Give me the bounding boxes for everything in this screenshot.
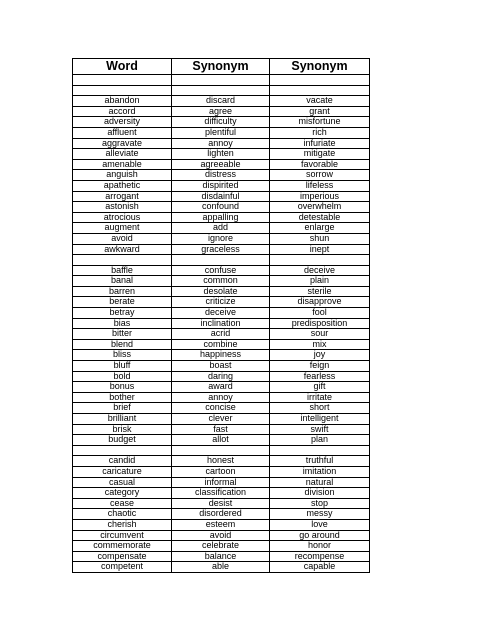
synonym-1-cell: balance [172, 551, 270, 562]
synonym-2-cell: inept [270, 244, 370, 255]
synonym-2-cell: gift [270, 382, 370, 393]
synonym-1-cell: combine [172, 339, 270, 350]
synonym-1-cell: desist [172, 498, 270, 509]
synonym-2-cell: vacate [270, 96, 370, 107]
synonym-1-cell: criticize [172, 297, 270, 308]
table-row [73, 85, 370, 96]
table-row [73, 159, 370, 170]
header-synonym-1: Synonym [172, 59, 270, 75]
synonym-1-cell: deceive [172, 308, 270, 319]
synonym-2-cell [270, 85, 370, 96]
word-cell: candid [73, 456, 172, 467]
table-row [73, 403, 370, 414]
synonym-1-cell: avoid [172, 530, 270, 541]
synonym-1-cell: lighten [172, 149, 270, 160]
table-row [73, 445, 370, 456]
word-cell: brief [73, 403, 172, 414]
word-cell: casual [73, 477, 172, 488]
word-cell: affluent [73, 127, 172, 138]
table-row [73, 541, 370, 552]
synonym-2-cell: capable [270, 562, 370, 573]
synonym-2-cell: imitation [270, 466, 370, 477]
synonym-2-cell: recompense [270, 551, 370, 562]
word-cell: astonish [73, 202, 172, 213]
word-cell: cease [73, 498, 172, 509]
synonym-2-cell: mix [270, 339, 370, 350]
synonym-1-cell: dispirited [172, 180, 270, 191]
synonym-1-cell: honest [172, 456, 270, 467]
synonym-2-cell [270, 75, 370, 86]
word-cell: apathetic [73, 180, 172, 191]
synonym-1-cell: able [172, 562, 270, 573]
word-cell: banal [73, 276, 172, 287]
word-cell: circumvent [73, 530, 172, 541]
word-cell: aggravate [73, 138, 172, 149]
table-row [73, 244, 370, 255]
synonym-1-cell [172, 75, 270, 86]
table-row [73, 117, 370, 128]
synonym-1-cell: ignore [172, 233, 270, 244]
synonym-2-cell: lifeless [270, 180, 370, 191]
synonym-1-cell: confuse [172, 265, 270, 276]
table-row [73, 456, 370, 467]
synonym-1-cell: inclination [172, 318, 270, 329]
word-cell: blend [73, 339, 172, 350]
synonym-table [72, 58, 370, 573]
synonym-2-cell: plain [270, 276, 370, 287]
synonym-2-cell: truthful [270, 456, 370, 467]
word-cell: betray [73, 308, 172, 319]
word-cell: abandon [73, 96, 172, 107]
word-cell: bother [73, 392, 172, 403]
table-row [73, 106, 370, 117]
synonym-2-cell: swift [270, 424, 370, 435]
table-row [73, 308, 370, 319]
table-row [73, 191, 370, 202]
word-cell: compensate [73, 551, 172, 562]
synonym-2-cell: feign [270, 361, 370, 372]
synonym-2-cell [270, 445, 370, 456]
synonym-2-cell: intelligent [270, 414, 370, 425]
word-cell: barren [73, 286, 172, 297]
synonym-1-cell: agreeable [172, 159, 270, 170]
table-row [73, 318, 370, 329]
synonym-2-cell: deceive [270, 265, 370, 276]
table-row [73, 488, 370, 499]
synonym-2-cell: natural [270, 477, 370, 488]
word-cell: arrogant [73, 191, 172, 202]
word-cell: amenable [73, 159, 172, 170]
synonym-2-cell: overwhelm [270, 202, 370, 213]
word-cell: competent [73, 562, 172, 573]
synonym-1-cell: concise [172, 403, 270, 414]
synonym-1-cell: informal [172, 477, 270, 488]
word-cell [73, 85, 172, 96]
synonym-2-cell: sour [270, 329, 370, 340]
table-row [73, 212, 370, 223]
word-cell: bonus [73, 382, 172, 393]
synonym-2-cell: fearless [270, 371, 370, 382]
word-cell [73, 445, 172, 456]
table-row [73, 138, 370, 149]
word-cell: anguish [73, 170, 172, 181]
word-cell: bold [73, 371, 172, 382]
synonym-2-cell: sterile [270, 286, 370, 297]
synonym-1-cell: annoy [172, 392, 270, 403]
synonym-2-cell: favorable [270, 159, 370, 170]
table-row [73, 350, 370, 361]
synonym-1-cell: clever [172, 414, 270, 425]
header-synonym-2: Synonym [270, 59, 370, 75]
synonym-1-cell: disordered [172, 509, 270, 520]
synonym-2-cell: love [270, 519, 370, 530]
synonym-2-cell: grant [270, 106, 370, 117]
synonym-1-cell: desolate [172, 286, 270, 297]
table-row [73, 149, 370, 160]
synonym-1-cell: annoy [172, 138, 270, 149]
table-body [73, 75, 370, 573]
table-row [73, 519, 370, 530]
table-row [73, 466, 370, 477]
synonym-2-cell: go around [270, 530, 370, 541]
header-row [73, 59, 370, 75]
table-row [73, 223, 370, 234]
word-cell: bias [73, 318, 172, 329]
table-row [73, 530, 370, 541]
synonym-1-cell: plentiful [172, 127, 270, 138]
table-row [73, 255, 370, 266]
table-row [73, 265, 370, 276]
word-cell: accord [73, 106, 172, 117]
synonym-1-cell: fast [172, 424, 270, 435]
table-row [73, 435, 370, 446]
synonym-2-cell: rich [270, 127, 370, 138]
synonym-2-cell: joy [270, 350, 370, 361]
table-row [73, 276, 370, 287]
table-row [73, 127, 370, 138]
table-row [73, 498, 370, 509]
word-cell: commemorate [73, 541, 172, 552]
word-cell: augment [73, 223, 172, 234]
synonym-1-cell [172, 85, 270, 96]
word-cell [73, 75, 172, 86]
synonym-2-cell: enlarge [270, 223, 370, 234]
word-cell: avoid [73, 233, 172, 244]
synonym-1-cell: acrid [172, 329, 270, 340]
table-row [73, 233, 370, 244]
word-cell: brisk [73, 424, 172, 435]
synonym-2-cell [270, 255, 370, 266]
synonym-2-cell: sorrow [270, 170, 370, 181]
word-cell: brilliant [73, 414, 172, 425]
table-row [73, 509, 370, 520]
table-row [73, 180, 370, 191]
table-row [73, 286, 370, 297]
synonym-1-cell: distress [172, 170, 270, 181]
table-row [73, 297, 370, 308]
synonym-1-cell: difficulty [172, 117, 270, 128]
table-row [73, 371, 370, 382]
synonym-2-cell: division [270, 488, 370, 499]
table-row [73, 562, 370, 573]
synonym-1-cell: agree [172, 106, 270, 117]
table-row [73, 170, 370, 181]
synonym-1-cell: award [172, 382, 270, 393]
word-cell: cherish [73, 519, 172, 530]
table-row [73, 551, 370, 562]
synonym-2-cell: honor [270, 541, 370, 552]
word-cell: chaotic [73, 509, 172, 520]
word-cell: alleviate [73, 149, 172, 160]
synonym-1-cell: celebrate [172, 541, 270, 552]
table-row [73, 477, 370, 488]
word-cell [73, 255, 172, 266]
word-cell: awkward [73, 244, 172, 255]
synonym-2-cell: detestable [270, 212, 370, 223]
synonym-1-cell: add [172, 223, 270, 234]
table-row [73, 414, 370, 425]
synonym-2-cell: stop [270, 498, 370, 509]
word-cell: bitter [73, 329, 172, 340]
word-cell: berate [73, 297, 172, 308]
synonym-2-cell: mitigate [270, 149, 370, 160]
table-row [73, 202, 370, 213]
synonym-1-cell: appalling [172, 212, 270, 223]
table-row [73, 96, 370, 107]
synonym-1-cell [172, 445, 270, 456]
header-word: Word [73, 59, 172, 75]
synonym-2-cell: predisposition [270, 318, 370, 329]
word-cell: bluff [73, 361, 172, 372]
synonym-1-cell: allot [172, 435, 270, 446]
synonym-1-cell: discard [172, 96, 270, 107]
word-cell: caricature [73, 466, 172, 477]
synonym-2-cell: disapprove [270, 297, 370, 308]
word-cell: atrocious [73, 212, 172, 223]
synonym-2-cell: irritate [270, 392, 370, 403]
table-row [73, 424, 370, 435]
synonym-1-cell: boast [172, 361, 270, 372]
word-cell: baffle [73, 265, 172, 276]
synonym-2-cell: imperious [270, 191, 370, 202]
word-cell: adversity [73, 117, 172, 128]
table-row [73, 392, 370, 403]
synonym-sheet [72, 58, 369, 573]
table-row [73, 339, 370, 350]
synonym-1-cell: happiness [172, 350, 270, 361]
table-row [73, 382, 370, 393]
synonym-1-cell: common [172, 276, 270, 287]
synonym-2-cell: plan [270, 435, 370, 446]
synonym-2-cell: misfortune [270, 117, 370, 128]
synonym-1-cell: classification [172, 488, 270, 499]
synonym-1-cell: confound [172, 202, 270, 213]
table-row [73, 75, 370, 86]
synonym-2-cell: messy [270, 509, 370, 520]
synonym-1-cell [172, 255, 270, 266]
synonym-1-cell: esteem [172, 519, 270, 530]
synonym-2-cell: infuriate [270, 138, 370, 149]
synonym-1-cell: disdainful [172, 191, 270, 202]
word-cell: budget [73, 435, 172, 446]
table-row [73, 329, 370, 340]
synonym-2-cell: short [270, 403, 370, 414]
synonym-1-cell: cartoon [172, 466, 270, 477]
word-cell: category [73, 488, 172, 499]
synonym-2-cell: fool [270, 308, 370, 319]
table-row [73, 361, 370, 372]
synonym-2-cell: shun [270, 233, 370, 244]
word-cell: bliss [73, 350, 172, 361]
synonym-1-cell: graceless [172, 244, 270, 255]
synonym-1-cell: daring [172, 371, 270, 382]
